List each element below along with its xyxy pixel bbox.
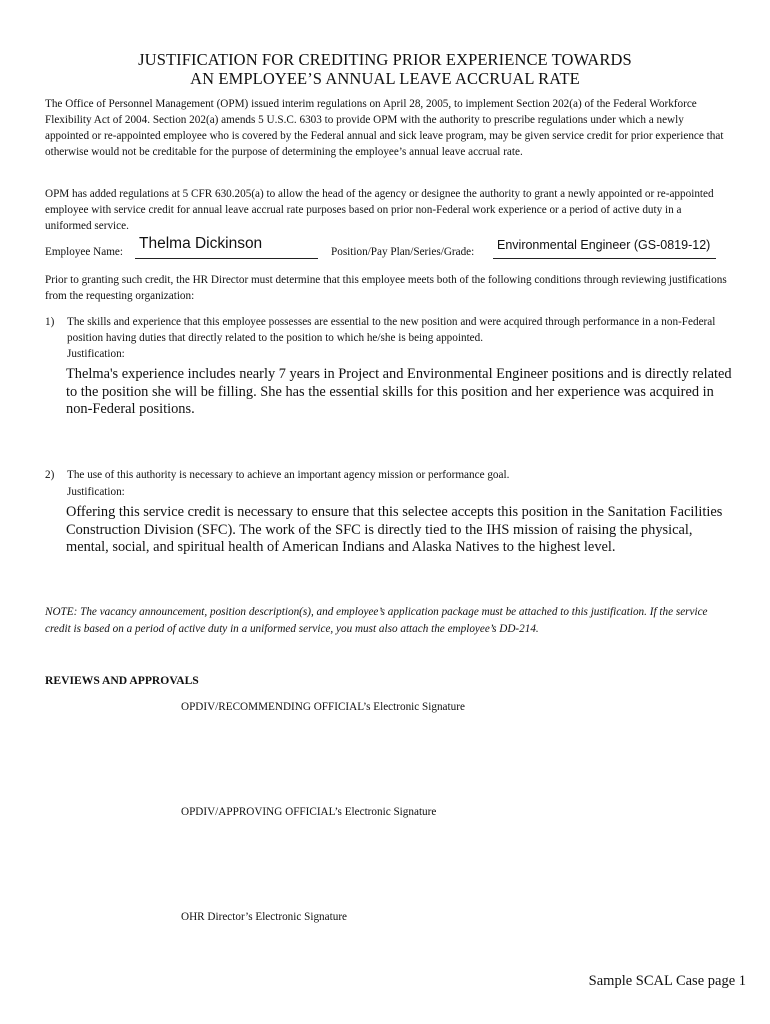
- condition-1-justification-label: Justification:: [67, 348, 125, 360]
- condition-2-number: 2): [45, 469, 55, 481]
- position-underline: [493, 258, 716, 259]
- condition-2-justification-label: Justification:: [67, 486, 125, 498]
- intro-paragraph-2: OPM has added regulations at 5 CFR 630.205(a) to allow the head of the agency or designee the authority to grant a newly appointed or re-appointed employee with service credit for annual leave accrual rate purposes based on prior non-Federal work experience or a period of active duty in a uniformed service.: [45, 188, 714, 232]
- employee-name-label: Employee Name:: [45, 246, 123, 258]
- position-label: Position/Pay Plan/Series/Grade:: [331, 246, 475, 258]
- document-title-line-1: JUSTIFICATION FOR CREDITING PRIOR EXPERIENCE TOWARDS: [138, 50, 632, 69]
- recommending-official-signature[interactable]: OPDIV/RECOMMENDING OFFICIAL’s Electronic Signature: [181, 701, 465, 713]
- employee-name-underline: [135, 258, 318, 259]
- conditions-intro: Prior to granting such credit, the HR Director must determine that this employee meets both of the following conditions through reviewing justifications from the requesting organization:: [45, 274, 727, 302]
- ohr-director-signature[interactable]: OHR Director’s Electronic Signature: [181, 911, 348, 923]
- document-title-line-2: AN EMPLOYEE’S ANNUAL LEAVE ACCRUAL RATE: [190, 69, 580, 88]
- attachment-note: NOTE: The vacancy announcement, position description(s), and employee’s application package must be attached to this justification. If the service credit is based on a period of active duty in a uniformed service, you must also attach the employee’s DD-214.: [45, 606, 708, 635]
- intro-paragraph-1: The Office of Personnel Management (OPM) issued interim regulations on April 28, 2005, to implement Section 202(a) of the Federal Workforce Flexibility Act of 2004. Section 202(a) amends 5 U.S.C. 6303 to provide OPM with the authority to prescribe regulations under which a newly appointed or re-appointed employee who is covered by the Federal annual and sick leave program, may be given service credit for prior experience that otherwise would not be creditable for the purpose of determining the employee’s annual leave accrual rate.: [45, 98, 724, 158]
- condition-1-justification[interactable]: Thelma's experience includes nearly 7 years in Project and Environmental Engineer positions and is directly related to the position she will be filling. She has the essential skills for this position and her experience was acquired in non-Federal positions.: [66, 366, 732, 417]
- condition-2-justification[interactable]: Offering this service credit is necessary to ensure that this selectee accepts this position in the Sanitation Facilities Construction Division (SFC). The work of the SFC is directly tied to the IHS mission of raising the physical, mental, social, and spiritual health of American Indians and Alaska Natives to the highest level.: [66, 504, 723, 555]
- employee-name-field[interactable]: Thelma Dickinson: [139, 235, 263, 252]
- position-field[interactable]: Environmental Engineer (GS-0819-12): [497, 238, 711, 252]
- condition-1-number: 1): [45, 316, 55, 328]
- condition-1-text: The skills and experience that this employee possesses are essential to the new position and were acquired through performance in a non-Federal position having duties that directly related to the position to which he/she is being appointed.: [67, 316, 716, 344]
- page-footer: Sample SCAL Case page 1: [588, 973, 746, 989]
- reviews-heading: REVIEWS AND APPROVALS: [45, 674, 199, 687]
- condition-2-text: The use of this authority is necessary to achieve an important agency mission or performance goal.: [67, 469, 510, 481]
- approving-official-signature[interactable]: OPDIV/APPROVING OFFICIAL’s Electronic Signature: [181, 806, 437, 818]
